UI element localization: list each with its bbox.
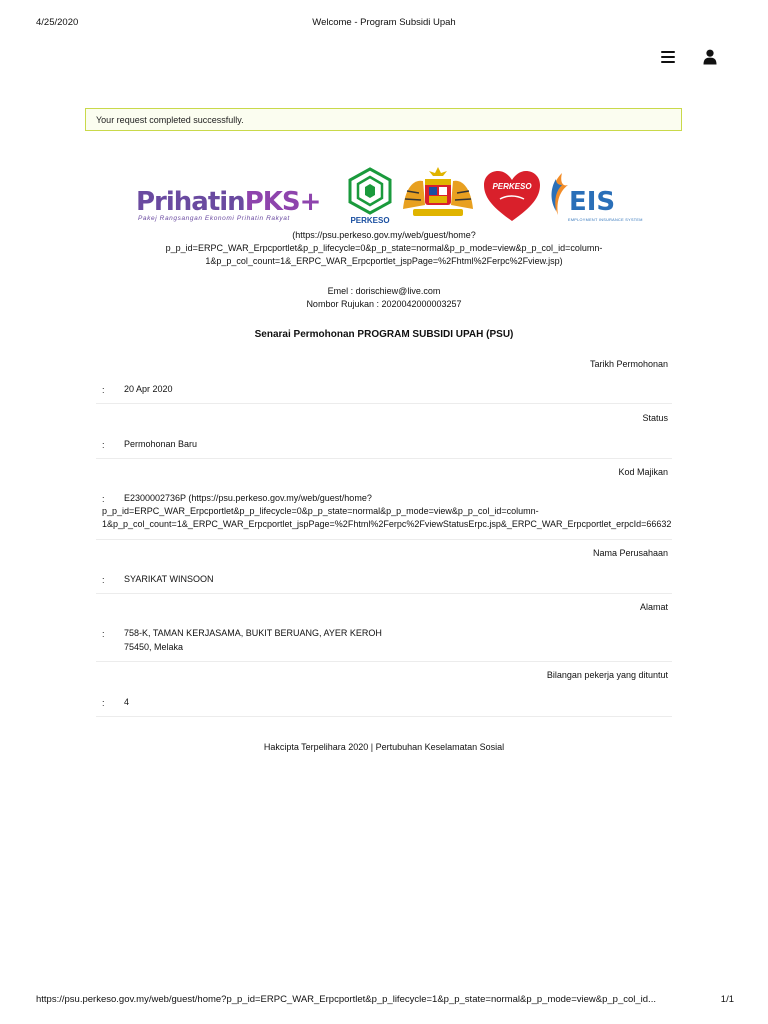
divider bbox=[96, 661, 672, 662]
divider bbox=[96, 593, 672, 594]
divider bbox=[96, 539, 672, 540]
hamburger-icon[interactable] bbox=[661, 51, 675, 63]
application-date-label: Tarikh Permohonan bbox=[589, 359, 668, 369]
perkeso-logo bbox=[345, 167, 395, 225]
print-page-number: 1/1 bbox=[720, 994, 734, 1005]
company-label: Nama Perusahaan bbox=[592, 548, 668, 558]
application-date-colon: : bbox=[102, 385, 105, 395]
workers-label: Bilangan pekerja yang dituntut bbox=[546, 670, 668, 680]
status-label: Status bbox=[642, 413, 668, 423]
prihatin-pks-logo bbox=[136, 187, 320, 217]
copyright-footer: Hakcipta Terpelihara 2020 | Pertubuhan Keselamatan Sosial bbox=[263, 742, 505, 752]
employer-code-colon: : bbox=[102, 494, 105, 504]
eis-flame-icon bbox=[548, 171, 570, 217]
logo-banner bbox=[136, 165, 643, 227]
coat-of-arms-logo bbox=[399, 165, 477, 225]
print-page-title: Welcome - Program Subsidi Upah bbox=[312, 17, 456, 28]
user-icon[interactable] bbox=[703, 49, 717, 65]
application-date-value: 20 Apr 2020 bbox=[124, 384, 173, 394]
workers-value: 4 bbox=[124, 697, 130, 707]
employer-code-link[interactable]: E2300002736P (https://psu.perkeso.gov.my/web/guest/home? bbox=[124, 493, 372, 503]
employer-code-label: Kod Majikan bbox=[618, 467, 668, 477]
address-line-1: 758-K, TAMAN KERJASAMA, BUKIT BERUANG, AYER KEROH bbox=[124, 628, 382, 638]
list-title: Senarai Permohonan PROGRAM SUBSIDI UPAH (PSU) bbox=[254, 329, 514, 340]
success-alert-message: Your request completed successfully. bbox=[96, 115, 244, 125]
contact-info bbox=[0, 285, 768, 311]
pks-logo-text: PKS+ bbox=[244, 187, 321, 217]
print-footer bbox=[0, 994, 768, 1008]
print-header bbox=[0, 17, 768, 31]
home-link[interactable] bbox=[0, 229, 768, 268]
home-link-line-3[interactable]: 1&p_p_col_count=1&_ERPC_WAR_Erpcportlet_jspPage=%2Fhtml%2Ferpc%2Fview.jsp) bbox=[205, 256, 563, 266]
eis-logo-text: EIS bbox=[569, 187, 616, 217]
prihatin-logo-subtitle: Pakej Rangsangan Ekonomi Prihatin Rakyat bbox=[138, 215, 290, 222]
perkeso-logo-text: PERKESO bbox=[350, 216, 390, 225]
address-label: Alamat bbox=[639, 602, 668, 612]
employer-code-link-line-2[interactable]: p_p_id=ERPC_WAR_Erpcportlet&p_p_lifecycle=0&p_p_state=normal&p_p_mode=view&p_p_col_id=column- bbox=[102, 506, 539, 516]
email-text: Emel : dorischiew@live.com bbox=[327, 286, 441, 296]
company-value: SYARIKAT WINSOON bbox=[124, 574, 214, 584]
success-alert bbox=[85, 108, 682, 131]
home-link-line-1[interactable]: (https://psu.perkeso.gov.my/web/guest/home? bbox=[292, 230, 476, 240]
status-colon: : bbox=[102, 440, 105, 450]
reference-number: Nombor Rujukan : 2020042000003257 bbox=[306, 299, 462, 309]
divider bbox=[96, 403, 672, 404]
divider bbox=[96, 716, 672, 717]
prihatin-logo-text: Prihatin bbox=[136, 187, 245, 217]
perkeso-prihatin-heart-logo bbox=[482, 169, 542, 223]
print-footer-url: https://psu.perkeso.gov.my/web/guest/home?p_p_id=ERPC_WAR_Erpcportlet&p_p_lifecycle=1&p_p_state=normal&p_p_mode=view&p_p_col_id... bbox=[36, 994, 656, 1005]
company-colon: : bbox=[102, 575, 105, 585]
print-date: 4/25/2020 bbox=[36, 17, 79, 28]
home-link-line-2[interactable]: p_p_id=ERPC_WAR_Erpcportlet&p_p_lifecycle=0&p_p_state=normal&p_p_mode=view&p_p_col_id=column- bbox=[165, 243, 603, 253]
workers-colon: : bbox=[102, 698, 105, 708]
status-value: Permohonan Baru bbox=[124, 439, 198, 449]
perkeso-prihatin-heart-text: PERKESO bbox=[492, 182, 532, 191]
employer-code-link-line-3[interactable]: 1&p_p_col_count=1&_ERPC_WAR_Erpcportlet_jspPage=%2Fhtml%2Ferpc%2FviewStatusErpc.jsp&_ERPC_WAR_Erpcportlet_erpcId=66632 bbox=[102, 519, 672, 529]
address-colon: : bbox=[102, 629, 105, 639]
eis-logo-subtitle: EMPLOYMENT INSURANCE SYSTEM bbox=[568, 218, 643, 222]
address-line-2: 75450, Melaka bbox=[124, 642, 184, 652]
divider bbox=[96, 458, 672, 459]
